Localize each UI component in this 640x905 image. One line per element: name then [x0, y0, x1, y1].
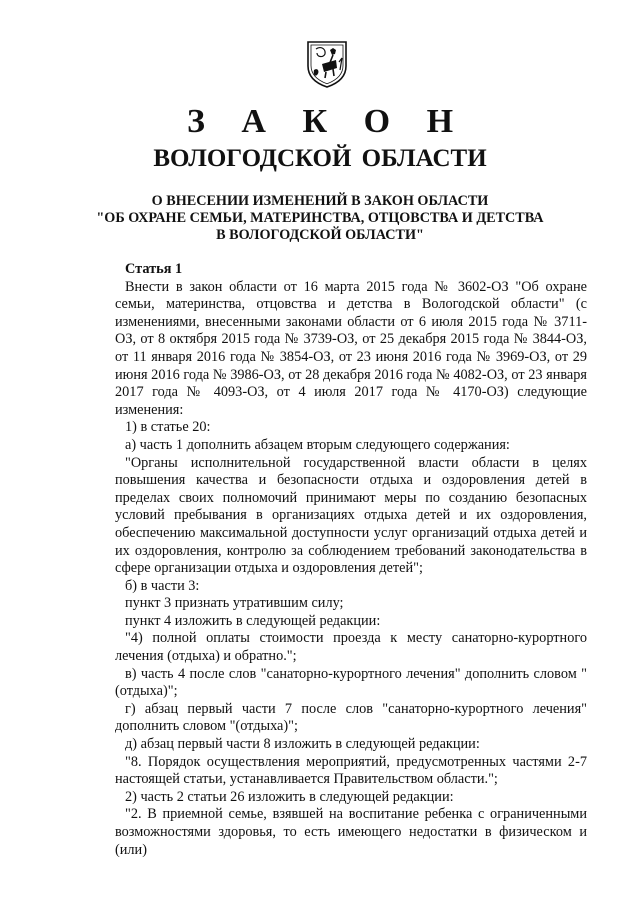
quoted-paragraph: "Органы исполнительной государственной власти области в целях повышения качества и безопасности отдыха и оздоровления детей в пределах своих полномочий принимают меры по созданию безопасных условий пребывания в организациях отдыха детей и их оздоровления, обеспечению максимальной доступности услуг организаций отдыха детей и их оздоровления, контролю за соблюдением требований законодательства в сфере организации отдыха и оздоровления детей"; [115, 454, 587, 577]
body-paragraph: 2) часть 2 статьи 26 изложить в следующей редакции: [125, 788, 454, 805]
body-paragraph: в) часть 4 после слов "санаторно-курортного лечения" дополнить словом "(отдыха)"; [115, 665, 587, 700]
subtitle-line: В ВОЛОГОДСКОЙ ОБЛАСТИ" [216, 227, 424, 243]
body-paragraph: пункт 4 изложить в следующей редакции: [125, 612, 381, 629]
body-paragraph: а) часть 1 дополнить абзацем вторым следующего содержания: [125, 436, 510, 453]
body-paragraph: Внести в закон области от 16 марта 2015 года № 3602-ОЗ "Об охране семьи, материнства, отцовства и детства в Вологодской области" (с изменениями, внесенными законами области от 6 июля 2015 года № 3711-ОЗ, от 8 октября 2015 года № 3739-ОЗ, от 25 декабря 2015 года № 3844-ОЗ, от 11 января 2016 года № 3854-ОЗ, от 23 июня 2016 года № 3969-ОЗ, от 29 июня 2016 года № 3986-ОЗ, от 28 декабря 2016 года № 4082-ОЗ, от 23 января 2017 года № 4093-ОЗ, от 4 июля 2017 года № 4170-ОЗ) следующие изменения: [115, 278, 587, 418]
vologda-coat-of-arms-icon [306, 40, 348, 88]
body-paragraph: пункт 3 признать утратившим силу; [125, 595, 344, 612]
body-paragraph: д) абзац первый части 8 изложить в следующей редакции: [125, 736, 480, 753]
law-body [115, 261, 587, 859]
region-title: ВОЛОГОДСКОЙ ОБЛАСТИ [153, 145, 487, 172]
article-title: Статья 1 [125, 261, 183, 277]
document-type-title: З А К О Н [186, 103, 468, 140]
subtitle-line: "ОБ ОХРАНЕ СЕМЬИ, МАТЕРИНСТВА, ОТЦОВСТВА И ДЕТСТВА [96, 210, 544, 226]
body-paragraph: б) в части 3: [125, 577, 200, 594]
law-subtitle [60, 193, 580, 244]
body-paragraph: г) абзац первый части 7 после слов "санаторно-курортного лечения" дополнить словом "(отдыха)"; [115, 700, 587, 735]
subtitle-line: О ВНЕСЕНИИ ИЗМЕНЕНИЙ В ЗАКОН ОБЛАСТИ [151, 193, 489, 209]
body-paragraph: 1) в статье 20: [125, 419, 211, 436]
quoted-paragraph: "8. Порядок осуществления мероприятий, предусмотренных частями 2-7 настоящей статьи, устанавливается Правительством области."; [115, 753, 587, 788]
quoted-paragraph: "2. В приемной семье, взявшей на воспитание ребенка с ограниченными возможностями здоровья, то есть имеющего недостатки в физическом и (или) [115, 806, 587, 858]
quoted-paragraph: "4) полной оплаты стоимости проезда к месту санаторно-курортного лечения (отдыха) и обратно."; [115, 630, 587, 665]
